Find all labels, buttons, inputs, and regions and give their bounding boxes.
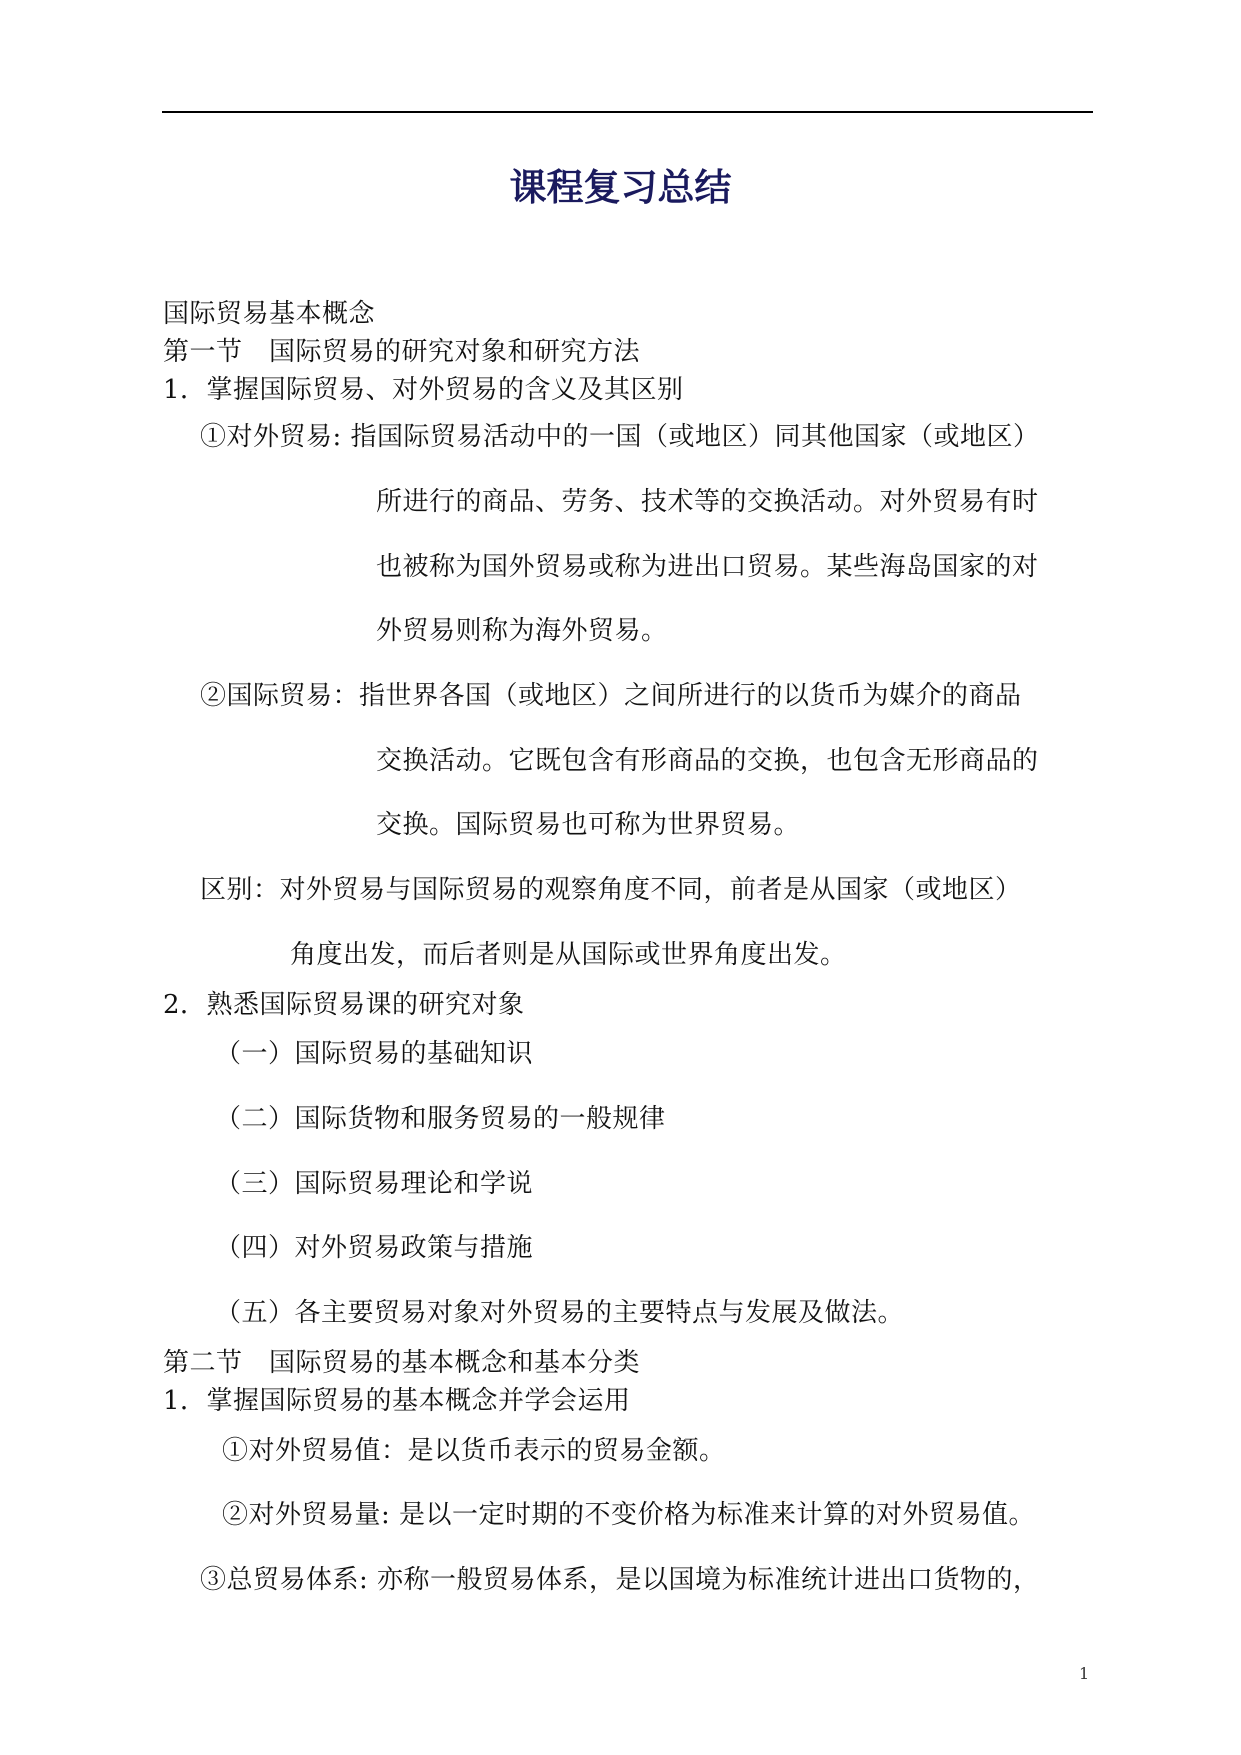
research-object-5: （五）各主要贸易对象对外贸易的主要特点与发展及做法。: [215, 1298, 905, 1328]
research-object-4: （四）对外贸易政策与措施: [215, 1233, 534, 1263]
difference-paragraph: 区别：对外贸易与国际贸易的观察角度不同，前者是从国家（或地区）: [200, 875, 1022, 905]
page-number: 1: [1079, 1664, 1090, 1683]
concept-trade-volume: ②对外贸易量: 是以一定时期的不变价格为标准来计算的对外贸易值。: [222, 1500, 1036, 1530]
section-heading-1: 第一节 国际贸易的研究对象和研究方法: [163, 337, 641, 367]
definition-international-trade-cont: 交换。国际贸易也可称为世界贸易。: [376, 810, 801, 840]
definition-foreign-trade-cont: 所进行的商品、劳务、技术等的交换活动。对外贸易有时: [376, 487, 1039, 517]
concept-trade-value: ①对外贸易值：是以货币表示的贸易金额。: [222, 1436, 726, 1466]
research-object-1: （一）国际贸易的基础知识: [215, 1039, 534, 1069]
definition-foreign-trade-cont: 也被称为国外贸易或称为进出口贸易。某些海岛国家的对: [376, 552, 1039, 582]
section-heading-2: 第二节 国际贸易的基本概念和基本分类: [163, 1348, 641, 1378]
definition-international-trade: ②国际贸易：指世界各国（或地区）之间所进行的以货币为媒介的商品: [200, 681, 1022, 711]
definition-foreign-trade: ①对外贸易: 指国际贸易活动中的一国（或地区）同其他国家（或地区）: [200, 422, 1040, 452]
research-object-3: （三）国际贸易理论和学说: [215, 1169, 534, 1199]
list-item-1: 1．掌握国际贸易、对外贸易的含义及其区别: [163, 375, 684, 405]
page-title: 课程复习总结: [509, 166, 732, 209]
difference-paragraph-cont: 角度出发，而后者则是从国际或世界角度出发。: [290, 940, 847, 970]
header-rule: [162, 111, 1093, 113]
list-item-2: 2．熟悉国际贸易课的研究对象: [163, 990, 525, 1020]
research-object-2: （二）国际货物和服务贸易的一般规律: [215, 1104, 666, 1134]
definition-international-trade-cont: 交换活动。它既包含有形商品的交换，也包含无形商品的: [376, 746, 1039, 776]
concept-general-trade-system: ③总贸易体系: 亦称一般贸易体系，是以国境为标准统计进出口货物的，: [200, 1565, 1040, 1595]
topic-heading: 国际贸易基本概念: [163, 299, 376, 329]
list-item-3: 1．掌握国际贸易的基本概念并学会运用: [163, 1386, 631, 1416]
definition-foreign-trade-cont: 外贸易则称为海外贸易。: [376, 616, 668, 646]
